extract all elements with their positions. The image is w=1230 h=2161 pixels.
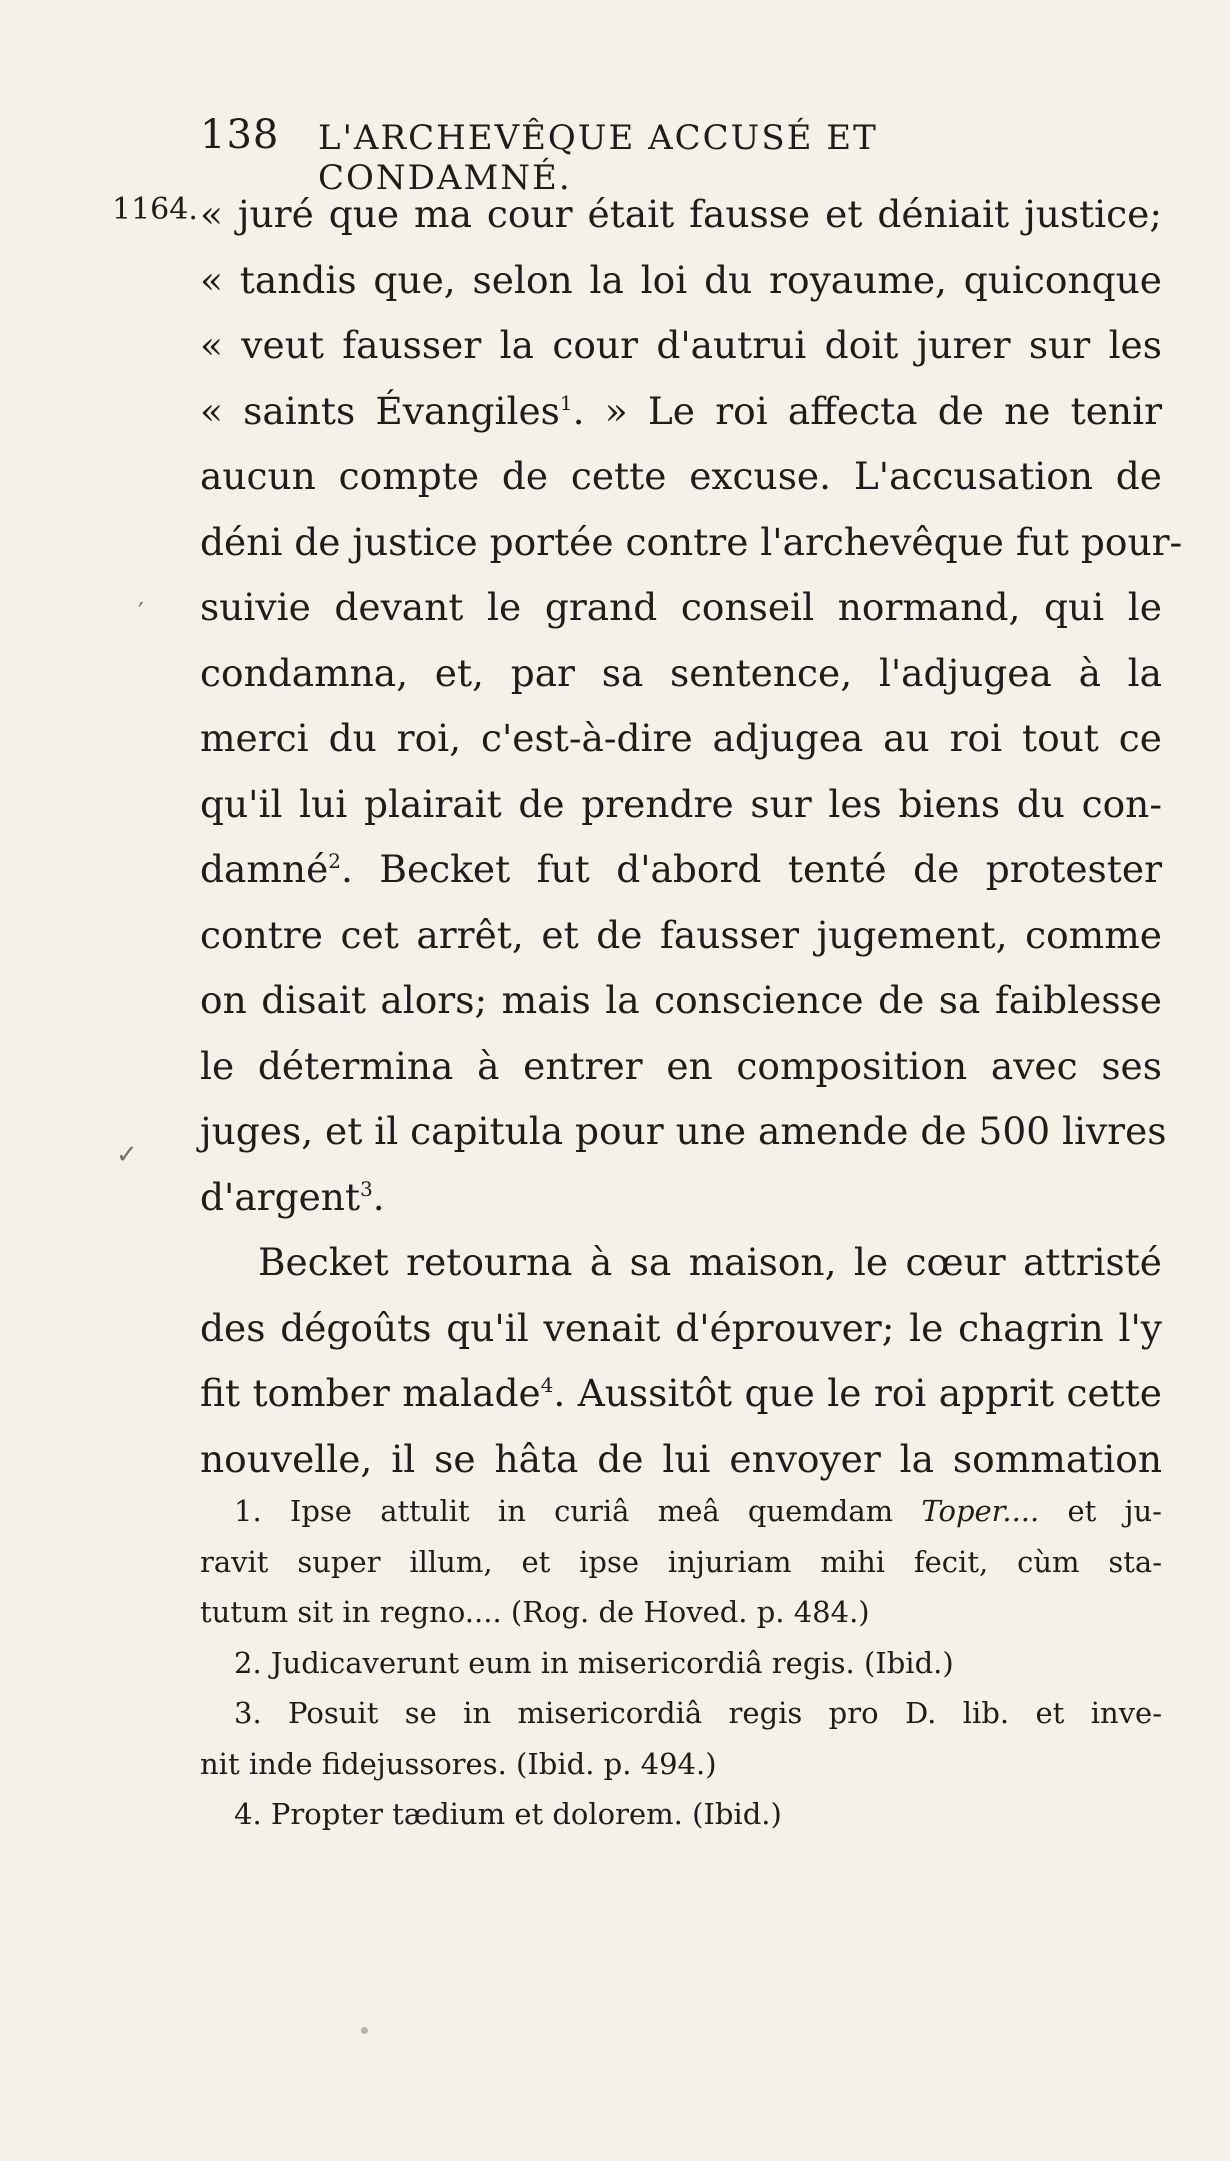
- body-line-text: damné: [200, 847, 329, 891]
- footnote-1-end: tutum sit in regno.... (Rog. de Hoved. p. 484.): [200, 1595, 870, 1629]
- body-line: suivie devant le grand conseil normand, qui le: [200, 585, 1162, 629]
- running-title: L'ARCHEVÊQUE ACCUSÉ ET CONDAMNÉ.: [318, 118, 878, 198]
- footnote-ref: 3: [360, 1176, 373, 1201]
- running-header: [200, 112, 1100, 198]
- margin-tick-mark: ′: [138, 598, 144, 628]
- footnote-ref: 4: [540, 1373, 554, 1397]
- body-line: contre cet arrêt, et de fausser jugement, comme: [200, 912, 1162, 957]
- footnote-4: 4. Propter tædium et dolorem. (Ibid.): [234, 1797, 782, 1831]
- body-line: le détermina à entrer en composition avec ses: [200, 1043, 1162, 1088]
- body-line: merci du roi, c'est-à-dire adjugea au roi tout ce: [200, 716, 1162, 760]
- margin-year: 1164.: [112, 192, 198, 227]
- body-line: condamna, et, par sa sentence, l'adjugea à la: [200, 650, 1162, 695]
- body-line: aucun compte de cette excuse. L'accusation de: [200, 454, 1162, 498]
- footnote-3-end: nit inde fidejussores. (Ibid. p. 494.): [200, 1746, 717, 1781]
- footnote-ref: 2: [328, 849, 341, 873]
- footnote-2: 2. Judicaverunt eum in misericordiâ regis. (Ibid.): [234, 1645, 954, 1680]
- body-line: « juré que ma cour était fausse et déniait justice;: [200, 192, 1162, 236]
- body-line: [200, 379, 1162, 445]
- body-line: « veut fausser la cour d'autrui doit jurer sur les: [200, 323, 1162, 367]
- body-line-text: . Aussitôt que le roi apprit cette: [553, 1371, 1162, 1415]
- body-line-text: . » Le roi affecta de ne tenir: [572, 388, 1162, 433]
- body-line: déni de justice portée contre l'archevêque fut pour-: [200, 519, 1183, 564]
- body-line-text: . Becket fut d'abord tenté de protester: [341, 847, 1162, 891]
- body-line: [200, 1165, 1162, 1231]
- body-line: on disait alors; mais la conscience de sa faiblesse: [200, 978, 1162, 1022]
- body-line-text: fit tomber malade: [200, 1371, 541, 1415]
- footnote-ref: 1: [559, 390, 573, 415]
- footnote-3: 3. Posuit se in misericordiâ regis pro D. lib. et inve-: [234, 1696, 1162, 1730]
- body-line: « tandis que, selon la loi du royaume, quiconque: [200, 257, 1162, 302]
- body-line-text: « saints Évangiles: [200, 388, 560, 433]
- body-line: [200, 837, 1162, 903]
- body-line-text: d'argent: [200, 1174, 361, 1219]
- footnote-1: [200, 1486, 1162, 1537]
- paper-spot: [361, 2027, 368, 2034]
- body-line: qu'il lui plairait de prendre sur les biens du con-: [200, 781, 1162, 826]
- body-line: [200, 1361, 1162, 1427]
- footnote-text: 1. Ipse attulit in curiâ meâ quemdam: [234, 1494, 922, 1528]
- body-line: nouvelle, il se hâta de lui envoyer la sommation: [200, 1436, 1162, 1481]
- footnote-text: et ju-: [1039, 1494, 1162, 1528]
- page-number: 138: [200, 112, 280, 158]
- footnote-italic: Toper....: [921, 1494, 1040, 1528]
- body-line: juges, et il capitula pour une amende de 500 livres: [200, 1109, 1167, 1153]
- body-text: [200, 182, 1183, 1492]
- footnote-1-cont: ravit super illum, et ipse injuriam mihi fecit, cùm sta-: [200, 1544, 1162, 1579]
- footnotes: [200, 1486, 1162, 1840]
- body-line: des dégoûts qu'il venait d'éprouver; le chagrin l'y: [200, 1305, 1162, 1350]
- body-line-text: .: [372, 1174, 385, 1219]
- margin-check-mark: ✓: [116, 1140, 138, 1170]
- body-line: Becket retourna à sa maison, le cœur attristé: [258, 1240, 1162, 1284]
